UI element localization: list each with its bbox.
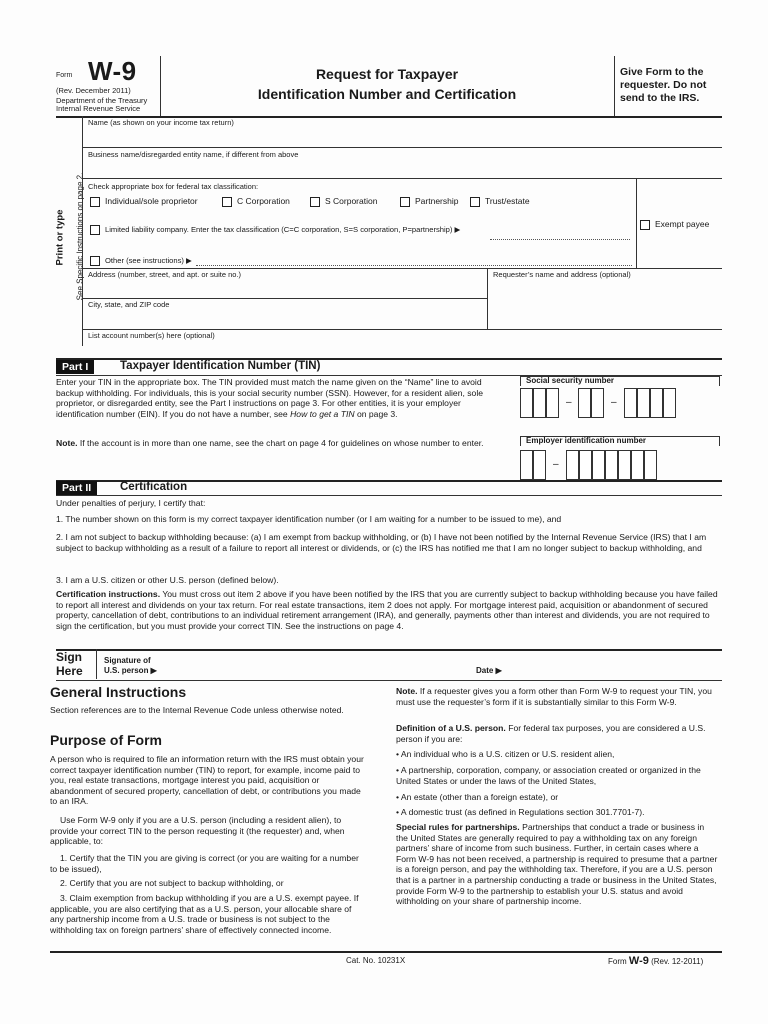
cert-intro: Under penalties of perjury, I certify that: [56,498,206,508]
other-instructions-line[interactable] [196,265,632,266]
us-person-bullet-1: • An individual who is a U.S. citizen or U.S. resident alien, [396,749,615,759]
part1-note [56,438,508,449]
ssn-digit-8[interactable] [650,388,663,418]
ssn-digit-3[interactable] [546,388,559,418]
checkbox-trust-estate[interactable] [470,196,530,207]
irs-name: Internal Revenue Service [56,104,141,113]
individual-checkbox-box[interactable] [90,197,100,207]
ein-digit-8[interactable] [631,450,644,480]
checkbox-s-corporation[interactable] [310,196,377,207]
department: Department of the Treasury [56,96,148,105]
checkbox-individual[interactable] [90,196,198,207]
ein-digit-5[interactable] [592,450,605,480]
sign-here-label [56,650,83,678]
here-word: Here [56,664,83,678]
exempt-label: Exempt payee [655,219,710,229]
part1-instructions-text: Enter your TIN in the appropriate box. The TIN provided must match the name given on the “Name” line to avoid backup withholding. For individuals, this is your social security number (SSN). However, for a resident alien, sole proprietor, or disregarded entity, see the Part I instructions on page 3. For other entities, it is your employer identification number (EIN). If you do not have a number, see [56,377,484,419]
s-corp-label: S Corporation [325,196,378,206]
c-corp-label: C Corporation [237,196,290,206]
part1-title: Taxpayer Identification Number (TIN) [120,360,321,372]
side-see-instructions: See Specific Instructions on page 2. [75,172,85,301]
purpose-item-1: 1. Certify that the TIN you are giving is correct (or you are waiting for a number to be issued), [50,853,359,874]
ein-digit-7[interactable] [618,450,631,480]
date-label: Date ▶ [476,666,502,675]
cert-instructions-label: Certification instructions. [56,589,161,599]
checkbox-partnership[interactable] [400,196,458,207]
checkbox-exempt-payee[interactable] [640,219,709,230]
partnership-rules-label: Special rules for partnerships. [396,822,520,832]
general-instructions-text: Section references are to the Internal Revenue Code unless otherwise noted. [50,705,344,715]
us-person-bullet-3: • An estate (other than a foreign estate), or [396,792,559,802]
name-input[interactable] [84,128,720,146]
requester-label: Requester’s name and address (optional) [493,270,631,279]
give-form-notice: Give Form to the requester. Do not send to the IRS. [620,66,707,104]
ssn-digit-1[interactable] [520,388,533,418]
footer-form-number: W-9 [628,955,649,967]
ssn-digit-9[interactable] [663,388,676,418]
address-label: Address (number, street, and apt. or suite no.) [88,270,241,279]
ein-digit-3[interactable] [566,450,579,480]
purpose-heading: Purpose of Form [50,732,163,748]
individual-label: Individual/sole proprietor [105,196,198,206]
purpose-paragraph-2: Use Form W-9 only if you are a U.S. person (including a resident alien), to provide your correct TIN to the person requesting it (the requester) and, when applicable, to: [50,815,345,847]
cert-instructions-text: You must cross out item 2 above if you have been notified by the IRS that you are currently subject to backup withholding because you have failed to report all interest and dividends on your tax return. For real estate transactions, item 2 does not apply. For mortgage interest paid, acquisition or abandonment of secured property, cancellation of debt, contributions to an individual retirement arrangement (IRA), and generally, payments other than interest and dividends, you are not required to sign the certification, but you must provide your correct TIN. See the instructions on page 4. [56,589,718,631]
part1-instructions-end: on page 3. [356,408,398,419]
ssn-dash-1: – [566,397,572,408]
checkbox-c-corporation[interactable] [222,196,290,207]
ssn-digit-6[interactable] [624,388,637,418]
ein-digit-2[interactable] [533,450,546,480]
ein-digit-1[interactable] [520,450,533,480]
requester-note-label: Note. [396,686,418,696]
catalog-number: Cat. No. 10231X [346,956,406,965]
form-label: Form [56,72,73,79]
s-corp-checkbox-box[interactable] [310,197,320,207]
city-input[interactable] [84,310,484,328]
us-person-definition-label: Definition of a U.S. person. [396,723,506,733]
us-person-definition-text: For federal tax purposes, you are considered a U.S. person if you are: [396,723,706,744]
ssn-label: Social security number [526,376,615,385]
ssn-digit-4[interactable] [578,388,591,418]
ssn-digit-2[interactable] [533,388,546,418]
partnership-checkbox-box[interactable] [400,197,410,207]
purpose-paragraph-1: A person who is required to file an information return with the IRS must obtain your correct taxpayer identification number (TIN) to report, for example, income paid to you, real estate transactions, mortgage interest you paid, acquisition or abandonment of secured property, cancellation of debt, or contributions you made to an IRA. [50,754,364,807]
form-title-line1: Request for Taxpayer [315,66,459,82]
us-person-definition [396,723,718,744]
ssn-input-group[interactable] [520,387,720,419]
ein-input-group[interactable] [520,447,720,481]
other-label: Other (see instructions) ▶ [105,256,192,265]
requester-note-text: If a requester gives you a form other than Form W-9 to request your TIN, you must use the requester’s form if it is substantially similar to this Form W-9. [396,686,712,707]
how-to-get-tin: How to get a TIN [290,408,355,419]
part1-label: Part I [56,360,94,374]
account-label: List account number(s) here (optional) [88,331,215,340]
llc-label: Limited liability company. Enter the tax classification (C=C corporation, S=S corporation, P=partnership) ▶ [105,225,461,234]
part1-note-text: If the account is in more than one name, see the chart on page 4 for guidelines on whose number to enter. [79,438,484,448]
form-revision: (Rev. December 2011) [56,86,131,95]
ssn-dash-2: – [611,397,617,408]
cert-item-1: 1. The number shown on this form is my correct taxpayer identification number (or I am waiting for a number to be issued to me), and [56,514,562,524]
ssn-digit-5[interactable] [591,388,604,418]
cert-instructions [56,589,722,631]
requester-note [396,686,718,707]
purpose-item-2: 2. Certify that you are not subject to backup withholding, or [60,878,284,888]
purpose-item-3: 3. Claim exemption from backup withholding if you are a U.S. exempt payee. If applicable, you are also certifying that as a U.S. person, your allocable share of any partnership income from a U.S. trade or business is not subject to the withholding tax on foreign partners’ share of effectively connected income. [50,893,359,935]
exempt-checkbox-box[interactable] [640,220,650,230]
signature-label-line1: Signature of [104,656,151,665]
cert-item-2: 2. I am not subject to backup withholding because: (a) I am exempt from backup withholding, or (b) I have not been notified by the Internal Revenue Service (IRS) that I am subject to backup withholding as a result of a failure to report all interest or dividends, or (c) the IRS has notified me that I am no longer subject to backup withholding, and [56,532,707,553]
footer-form-id [608,955,703,967]
us-person-bullet-2: • A partnership, corporation, company, or association created or organized in the United States or under the laws of the United States, [396,765,701,786]
partnership-rules-text: Partnerships that conduct a trade or business in the United States are generally required to pay a withholding tax on any foreign partners’ share of income from such business. Further, in certain cases where a Form W-9 has not been received, a partnership is required to presume that a partner is a foreign person, and pay the withholding tax. Therefore, if you are a U.S. person that is a partner in a partnership conducting a trade or business in the United States, provide Form W-9 to the partnership to establish your U.S. status and avoid withholding on your share of partnership income. [396,822,718,907]
footer-revision: (Rev. 12-2011) [651,957,704,966]
ein-digit-4[interactable] [579,450,592,480]
llc-checkbox-box[interactable] [90,225,100,235]
c-corp-checkbox-box[interactable] [222,197,232,207]
part1-instructions [56,377,508,419]
part2-label: Part II [56,481,97,495]
part2-title: Certification [120,481,188,493]
llc-classification-line[interactable] [490,239,630,240]
business-name-input[interactable] [84,160,720,177]
date-input[interactable] [510,660,710,678]
form-number: W-9 [88,56,137,86]
checkbox-llc[interactable] [90,224,460,236]
side-print-or-type: Print or type [54,209,66,266]
city-label: City, state, and ZIP code [88,300,170,309]
us-person-bullet-4: • A domestic trust (as defined in Regulations section 301.7701-7). [396,807,645,817]
cert-item-3: 3. I am a U.S. citizen or other U.S. person (defined below). [56,575,279,585]
signature-label [104,656,157,676]
ssn-digit-7[interactable] [637,388,650,418]
sign-word: Sign [56,650,82,664]
address-input[interactable] [84,280,484,296]
form-title-line2: Identification Number and Certification [257,86,517,102]
trust-label: Trust/estate [485,196,530,206]
partnership-rules [396,822,718,907]
general-instructions-heading: General Instructions [50,684,187,700]
checkbox-other[interactable] [90,255,192,267]
requester-input[interactable] [490,280,720,328]
signature-input[interactable] [170,652,470,676]
other-checkbox-box[interactable] [90,256,100,266]
ein-label: Employer identification number [526,436,647,445]
part1-note-label: Note. [56,438,78,448]
ein-dash: – [553,459,559,470]
partnership-label: Partnership [415,196,459,206]
business-name-label: Business name/disregarded entity name, if different from above [88,150,299,159]
trust-checkbox-box[interactable] [470,197,480,207]
footer-form-label: Form [608,957,627,966]
ein-digit-6[interactable] [605,450,618,480]
classification-label: Check appropriate box for federal tax classification: [88,182,259,191]
ein-digit-9[interactable] [644,450,657,480]
account-input[interactable] [84,340,720,354]
name-field-label: Name (as shown on your income tax return) [88,118,234,127]
signature-label-line2: U.S. person ▶ [104,666,157,675]
